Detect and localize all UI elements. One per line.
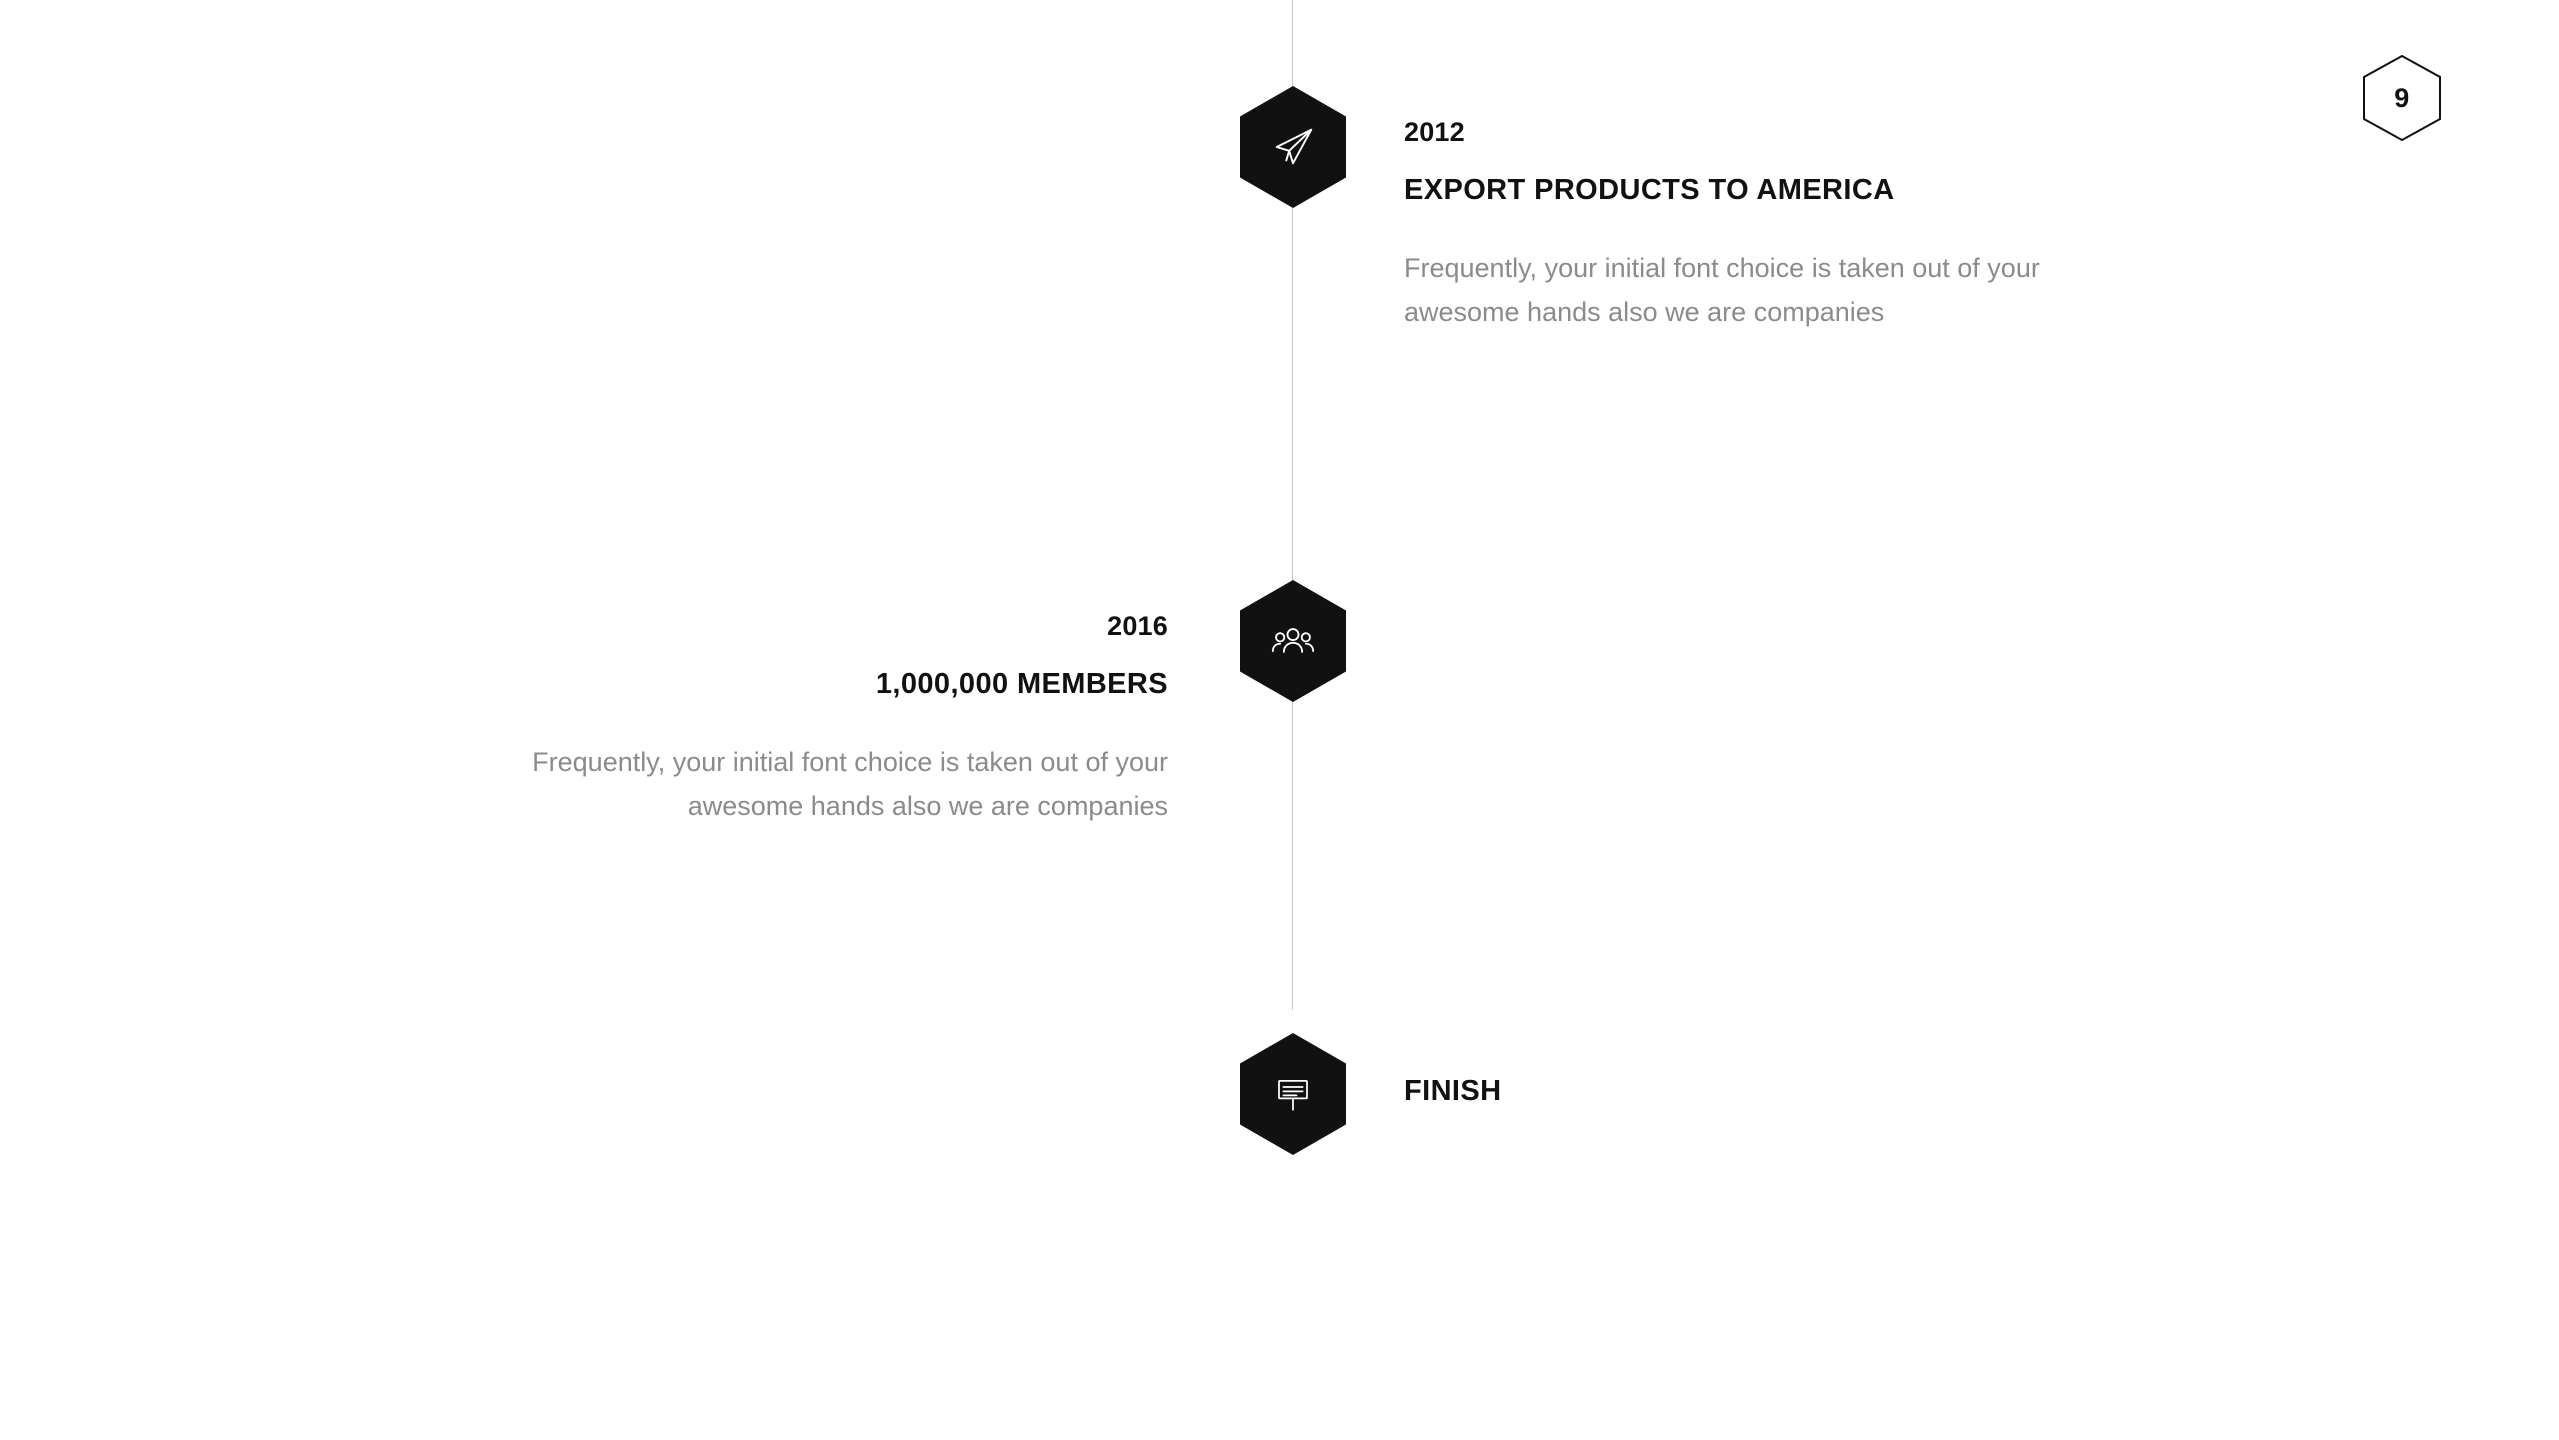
timeline-node-3[interactable] xyxy=(1240,1033,1346,1155)
timeline-node-1[interactable] xyxy=(1240,86,1346,208)
timeline-entry-1 xyxy=(1404,117,2094,334)
slide-number-label: 9 xyxy=(2394,82,2410,113)
timeline-entry-1-year: 2012 xyxy=(1404,117,1465,147)
timeline-entry-3 xyxy=(1404,1075,1501,1108)
timeline-entry-3-title: FINISH xyxy=(1404,1075,1502,1107)
group-people-icon xyxy=(1240,580,1346,702)
signpost-icon xyxy=(1240,1033,1346,1155)
timeline-entry-1-title: EXPORT PRODUCTS TO AMERICA xyxy=(1404,174,1895,206)
timeline-entry-1-description: Frequently, your initial font choice is taken out of your awesome hands also we are companies xyxy=(1404,253,2040,327)
slide-number-badge xyxy=(2363,55,2441,141)
timeline-entry-2-description: Frequently, your initial font choice is taken out of your awesome hands also we are companies xyxy=(532,747,1168,821)
timeline-entry-2-year: 2016 xyxy=(1107,611,1168,641)
paper-plane-icon xyxy=(1240,86,1346,208)
timeline-node-2[interactable] xyxy=(1240,580,1346,702)
timeline-entry-2 xyxy=(430,611,1168,828)
timeline-entry-2-title: 1,000,000 MEMBERS xyxy=(875,668,1168,700)
